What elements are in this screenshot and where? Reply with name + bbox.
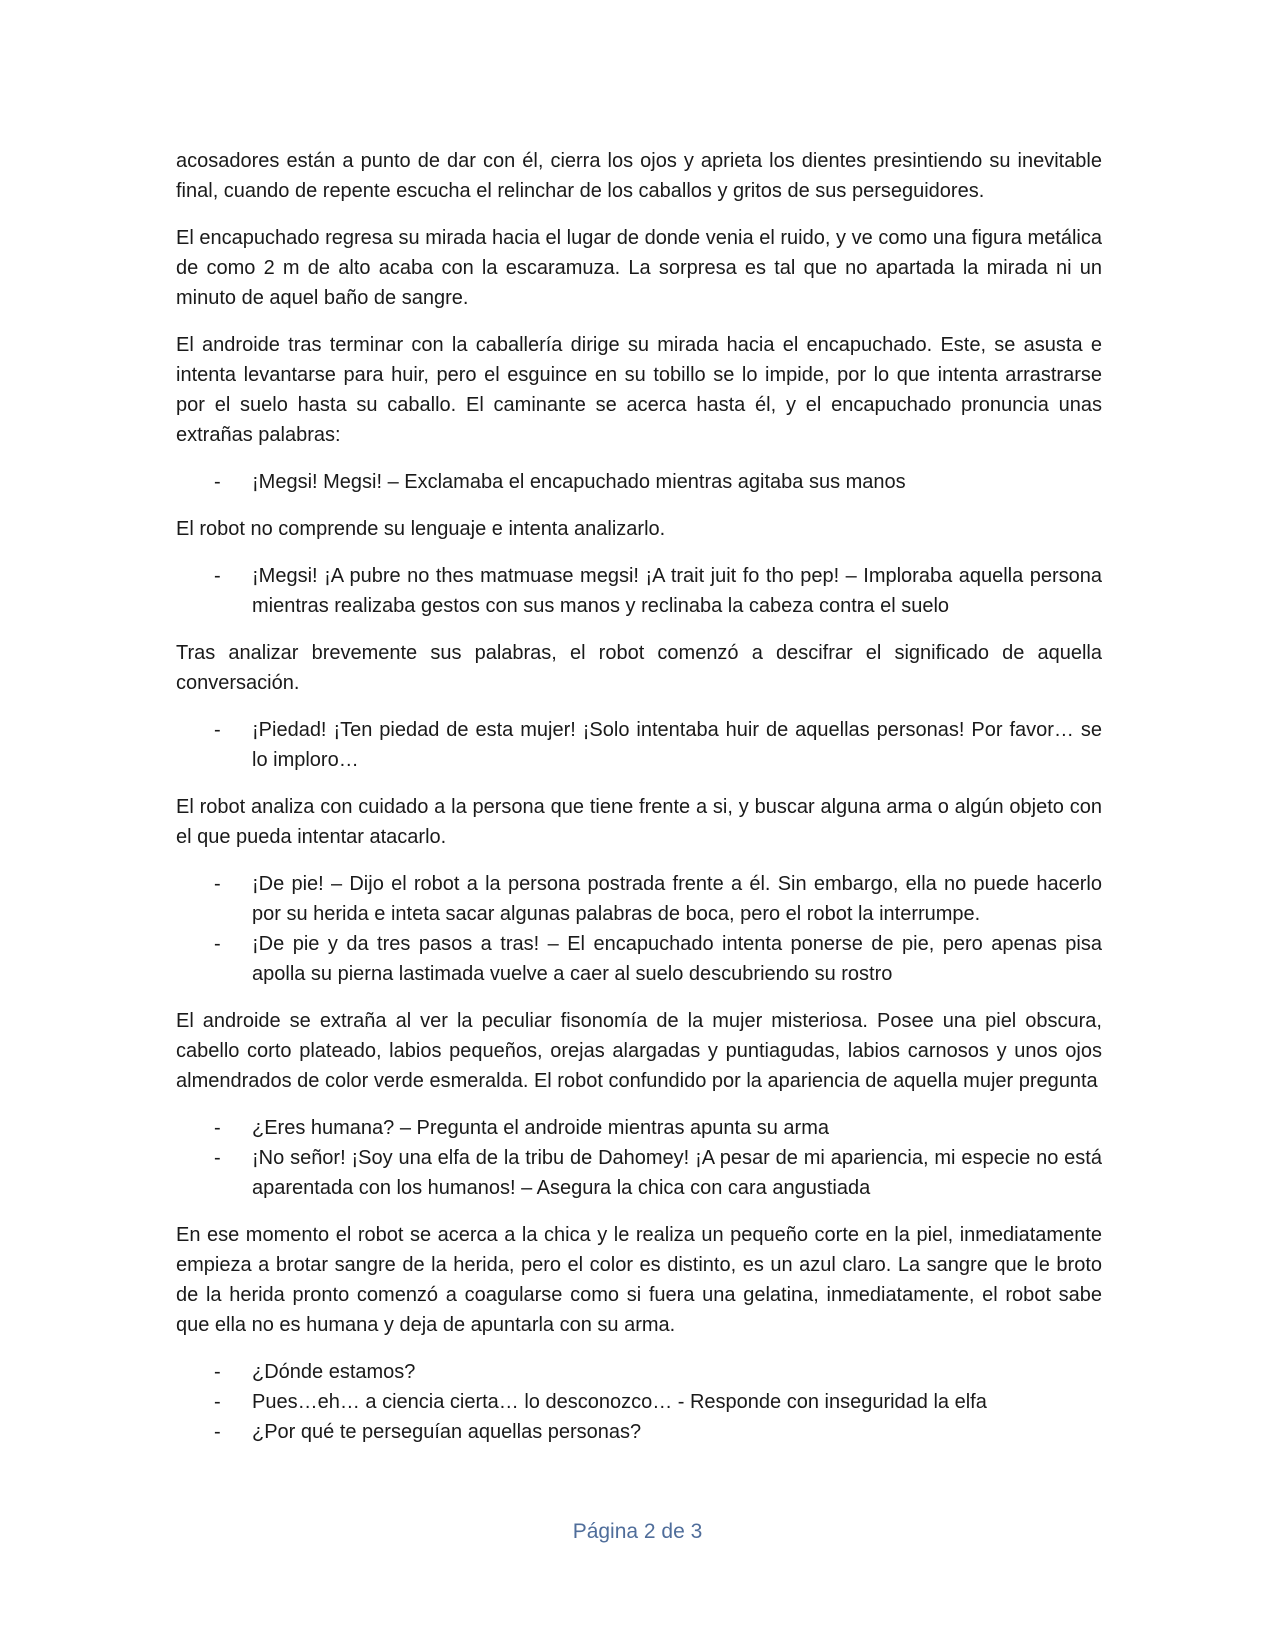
paragraph: acosadores están a punto de dar con él, cierra los ojos y aprieta los dientes presintiendo su inevitable final, cuando de repente escucha el relinchar de los caballos y gritos de sus perseguidores. (176, 150, 1102, 202)
dialog-list (176, 561, 1102, 621)
dash-bullet: - (214, 565, 221, 587)
dialog-line (176, 1143, 1102, 1203)
dialog-text: ¡De pie y da tres pasos a tras! – El encapuchado intenta ponerse de pie, pero apenas pisa apolla su pierna lastimada vuelve a caer al suelo descubriendo su rostro (252, 933, 1102, 985)
dialog-text: Pues…eh… a ciencia cierta… lo desconozco… - Responde con inseguridad la elfa (252, 1391, 987, 1413)
dialog-text: ¿Dónde estamos? (252, 1361, 416, 1383)
paragraph: El androide tras terminar con la caballería dirige su mirada hacia el encapuchado. Este, se asusta e intenta levantarse para huir, pero el esguince en su tobillo se lo impide, por lo que intenta arrastrarse por el suelo hasta su caballo. El caminante se acerca hasta él, y el encapuchado pronuncia unas extrañas palabras: (176, 334, 1102, 446)
dialog-line (176, 1417, 1102, 1447)
dialog-text: ¡Megsi! ¡A pubre no thes matmuase megsi! ¡A trait juit fo tho pep! – Imploraba aquella persona mientras realizaba gestos con sus manos y reclinaba la cabeza contra el suelo (252, 565, 1102, 617)
dash-bullet: - (214, 1421, 221, 1443)
dialog-text: ¡No señor! ¡Soy una elfa de la tribu de Dahomey! ¡A pesar de mi apariencia, mi especie no está aparentada con los humanos! – Asegura la chica con cara angustiada (252, 1147, 1102, 1199)
dialog-text: ¡De pie! – Dijo el robot a la persona postrada frente a él. Sin embargo, ella no puede hacerlo por su herida e inteta sacar algunas palabras de boca, pero el robot la interrumpe. (252, 873, 1102, 925)
dash-bullet: - (214, 873, 221, 895)
dialog-line (176, 715, 1102, 775)
dialog-line (176, 1113, 1102, 1143)
dialog-text: ¡Megsi! Megsi! – Exclamaba el encapuchado mientras agitaba sus manos (252, 471, 906, 493)
dash-bullet: - (214, 1391, 221, 1413)
dash-bullet: - (214, 933, 221, 955)
dash-bullet: - (214, 1117, 221, 1139)
dialog-list (176, 467, 1102, 497)
dialog-list (176, 1113, 1102, 1203)
dialog-list (176, 715, 1102, 775)
dialog-line (176, 467, 1102, 497)
dash-bullet: - (214, 719, 221, 741)
page-number-footer: Página 2 de 3 (572, 1520, 703, 1543)
dialog-line (176, 1357, 1102, 1387)
document-body (176, 146, 1102, 1464)
dialog-line (176, 1387, 1102, 1417)
dialog-line (176, 929, 1102, 989)
paragraph: El androide se extraña al ver la peculiar fisonomía de la mujer misteriosa. Posee una piel obscura, cabello corto plateado, labios pequeños, orejas alargadas y puntiagudas, labios carnosos y unos ojos almendrados de color verde esmeralda. El robot confundido por la apariencia de aquella mujer pregunta (176, 1010, 1102, 1092)
paragraph: El robot no comprende su lenguaje e intenta analizarlo. (176, 518, 666, 540)
paragraph: En ese momento el robot se acerca a la chica y le realiza un pequeño corte en la piel, inmediatamente empieza a brotar sangre de la herida, pero el color es distinto, es un azul claro. La sangre que le broto de la herida pronto comenzó a coagularse como si fuera una gelatina, inmediatamente, el robot sabe que ella no es humana y deja de apuntarla con su arma. (176, 1224, 1102, 1336)
dialog-text: ¿Por qué te perseguían aquellas personas? (252, 1421, 642, 1443)
dialog-text: ¡Piedad! ¡Ten piedad de esta mujer! ¡Solo intentaba huir de aquellas personas! Por favor… se lo imploro… (252, 719, 1102, 771)
dash-bullet: - (214, 1147, 221, 1169)
dialog-list (176, 869, 1102, 989)
dialog-line (176, 561, 1102, 621)
paragraph: El encapuchado regresa su mirada hacia el lugar de donde venia el ruido, y ve como una figura metálica de como 2 m de alto acaba con la escaramuza. La sorpresa es tal que no apartada la mirada ni un minuto de aquel baño de sangre. (176, 227, 1102, 309)
dialog-text: ¿Eres humana? – Pregunta el androide mientras apunta su arma (252, 1117, 830, 1139)
dialog-list (176, 1357, 1102, 1447)
paragraph: Tras analizar brevemente sus palabras, el robot comenzó a descifrar el significado de aquella conversación. (176, 642, 1102, 694)
dash-bullet: - (214, 1361, 221, 1383)
dialog-line (176, 869, 1102, 929)
dash-bullet: - (214, 471, 221, 493)
paragraph: El robot analiza con cuidado a la persona que tiene frente a si, y buscar alguna arma o algún objeto con el que pueda intentar atacarlo. (176, 796, 1102, 848)
